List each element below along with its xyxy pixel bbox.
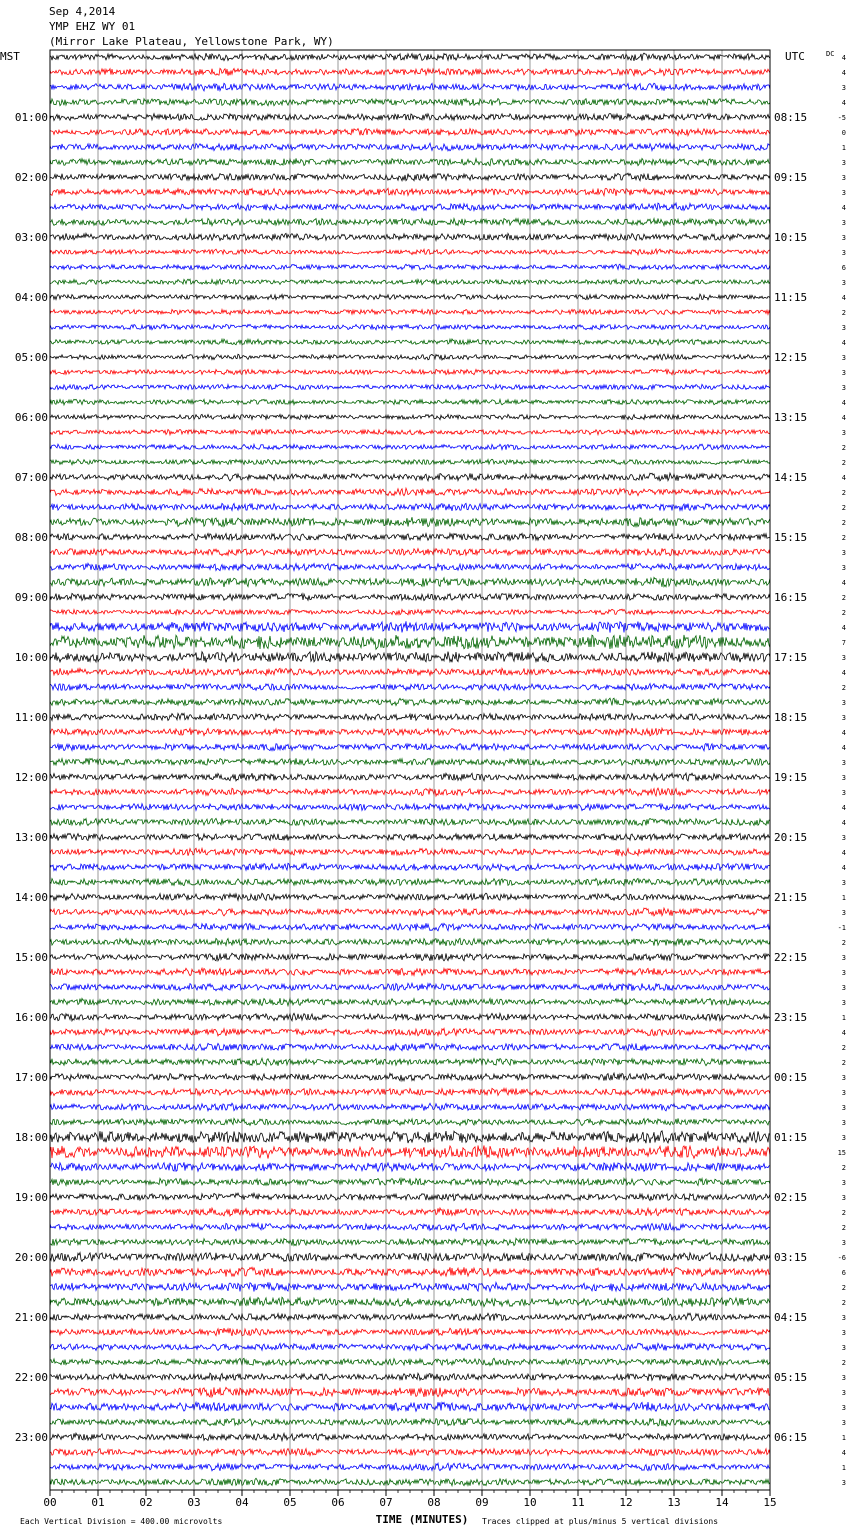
dc-offset-label: 3 bbox=[841, 1344, 846, 1352]
dc-offset-label: 2 bbox=[841, 504, 846, 512]
seismogram-trace bbox=[50, 459, 770, 464]
dc-offset-label: 2 bbox=[841, 489, 846, 497]
seismogram-trace bbox=[50, 635, 770, 649]
utc-hour-label: 05:15 bbox=[774, 1371, 808, 1384]
seismogram-trace bbox=[50, 1193, 770, 1201]
x-tick-label: 14 bbox=[715, 1496, 729, 1509]
mst-hour-label: 19:00 bbox=[14, 1191, 48, 1204]
dc-offset-label: 3 bbox=[841, 159, 846, 167]
seismogram-trace bbox=[50, 279, 770, 285]
dc-offset-label: 3 bbox=[841, 1329, 846, 1337]
dc-offset-label: 4 bbox=[841, 804, 846, 812]
utc-hour-label: 08:15 bbox=[774, 111, 808, 124]
dc-offset-label: 2 bbox=[841, 444, 846, 452]
seismogram-trace bbox=[50, 908, 770, 916]
seismogram-trace bbox=[50, 1463, 770, 1471]
seismogram-trace bbox=[50, 893, 770, 900]
utc-hour-label: 04:15 bbox=[774, 1311, 808, 1324]
seismogram-trace bbox=[50, 923, 770, 931]
utc-hour-label: 18:15 bbox=[774, 711, 808, 724]
utc-hour-label: 19:15 bbox=[774, 771, 808, 784]
seismogram-trace bbox=[50, 953, 770, 961]
seismogram-trace bbox=[50, 1387, 770, 1397]
seismogram-trace bbox=[50, 1238, 770, 1245]
dc-offset-label: 3 bbox=[841, 1179, 846, 1187]
x-tick-label: 07 bbox=[379, 1496, 393, 1509]
dc-offset-label: 3 bbox=[841, 699, 846, 707]
utc-hour-label: 06:15 bbox=[774, 1431, 808, 1444]
dc-offset-label: 4 bbox=[841, 669, 846, 677]
x-tick-label: 15 bbox=[763, 1496, 777, 1509]
dc-offset-label: 3 bbox=[841, 984, 846, 992]
utc-hour-label: 10:15 bbox=[774, 231, 808, 244]
x-tick-label: 09 bbox=[475, 1496, 489, 1509]
dc-offset-label: 4 bbox=[841, 474, 846, 482]
seismogram-trace bbox=[50, 1178, 770, 1185]
seismogram-trace bbox=[50, 294, 770, 300]
dc-offset-label: 3 bbox=[841, 1089, 846, 1097]
seismogram-trace bbox=[50, 713, 770, 720]
mst-hour-label: 10:00 bbox=[14, 651, 48, 664]
seismogram-trace bbox=[50, 1328, 770, 1336]
footer-clip-note: Traces clipped at plus/minus 5 vertical divisions bbox=[482, 1517, 719, 1526]
seismogram-trace bbox=[50, 1418, 770, 1426]
seismogram-trace bbox=[50, 698, 770, 705]
seismogram-trace bbox=[50, 593, 770, 600]
utc-hour-label: 12:15 bbox=[774, 351, 808, 364]
seismogram-trace bbox=[50, 1223, 770, 1231]
dc-offset-label: 3 bbox=[841, 234, 846, 242]
dc-offset-label: 3 bbox=[841, 1074, 846, 1082]
dc-offset-label: 3 bbox=[841, 1239, 846, 1247]
dc-offset-label: 3 bbox=[841, 564, 846, 572]
dc-offset-label: 3 bbox=[841, 354, 846, 362]
seismogram-trace bbox=[50, 129, 770, 136]
mst-axis-label: MST bbox=[0, 50, 20, 63]
x-tick-label: 00 bbox=[43, 1496, 57, 1509]
dc-offset-label: 3 bbox=[841, 909, 846, 917]
seismogram-trace bbox=[50, 68, 770, 75]
dc-offset-label: 3 bbox=[841, 174, 846, 182]
dc-offset-label: 4 bbox=[841, 1449, 846, 1457]
seismogram-trace bbox=[50, 1253, 770, 1262]
seismogram-trace bbox=[50, 369, 770, 374]
x-tick-label: 10 bbox=[523, 1496, 537, 1509]
utc-hour-label: 01:15 bbox=[774, 1131, 808, 1144]
dc-offset-label: 3 bbox=[841, 384, 846, 392]
seismogram-trace bbox=[50, 652, 770, 663]
dc-offset-label: 2 bbox=[841, 609, 846, 617]
utc-hour-label: 09:15 bbox=[774, 171, 808, 184]
seismogram-trace bbox=[50, 818, 770, 825]
dc-offset-label: 3 bbox=[841, 1374, 846, 1382]
x-tick-label: 12 bbox=[619, 1496, 633, 1509]
dc-offset-label: 3 bbox=[841, 429, 846, 437]
mst-hour-label: 16:00 bbox=[14, 1011, 48, 1024]
dc-offset-label: 4 bbox=[841, 864, 846, 872]
x-tick-label: 04 bbox=[235, 1496, 249, 1509]
seismogram-trace bbox=[50, 758, 770, 765]
seismogram-trace bbox=[50, 384, 770, 390]
dc-offset-label: 3 bbox=[841, 189, 846, 197]
dc-offset-label: 3 bbox=[841, 1134, 846, 1142]
seismogram-trace bbox=[50, 83, 770, 91]
dc-offset-label: 4 bbox=[841, 54, 846, 62]
plot-date: Sep 4,2014 bbox=[49, 5, 116, 18]
dc-offset-label: 3 bbox=[841, 774, 846, 782]
dc-offset-label: 2 bbox=[841, 939, 846, 947]
dc-offset-label: 4 bbox=[841, 204, 846, 212]
dc-offset-label: 4 bbox=[841, 1029, 846, 1037]
utc-hour-label: 22:15 bbox=[774, 951, 808, 964]
dc-offset-label: 3 bbox=[841, 249, 846, 257]
mst-hour-label: 20:00 bbox=[14, 1251, 48, 1264]
dc-offset-label: 2 bbox=[841, 1059, 846, 1067]
dc-offset-label: 1 bbox=[841, 1464, 846, 1472]
x-tick-label: 11 bbox=[571, 1496, 585, 1509]
mst-hour-label: 23:00 bbox=[14, 1431, 48, 1444]
dc-offset-label: 4 bbox=[841, 819, 846, 827]
dc-offset-label: 4 bbox=[841, 729, 846, 737]
mst-hour-label: 02:00 bbox=[14, 171, 48, 184]
seismogram-trace bbox=[50, 1358, 770, 1365]
dc-offset-label: 3 bbox=[841, 1479, 846, 1487]
utc-hour-label: 17:15 bbox=[774, 651, 808, 664]
dc-offset-labels bbox=[838, 54, 846, 1487]
seismogram-trace bbox=[50, 804, 770, 811]
seismogram-trace bbox=[50, 488, 770, 496]
mst-hour-label: 06:00 bbox=[14, 411, 48, 424]
dc-offset-label: 3 bbox=[841, 324, 846, 332]
dc-offset-label: 2 bbox=[841, 684, 846, 692]
seismogram-trace bbox=[50, 517, 770, 526]
seismogram-trace bbox=[50, 158, 770, 165]
seismogram-trace bbox=[50, 1449, 770, 1456]
mst-hour-label: 01:00 bbox=[14, 111, 48, 124]
seismogram-trace bbox=[50, 1267, 770, 1276]
seismogram-trace bbox=[50, 339, 770, 345]
dc-offset-label: 1 bbox=[841, 1014, 846, 1022]
dc-offset-label: -1 bbox=[837, 924, 846, 932]
dc-offset-label: 2 bbox=[841, 594, 846, 602]
utc-hour-label: 00:15 bbox=[774, 1071, 808, 1084]
seismogram-trace bbox=[50, 503, 770, 511]
dc-offset-label: -5 bbox=[837, 114, 846, 122]
dc-offset-label: 0 bbox=[841, 129, 846, 137]
dc-offset-label: 4 bbox=[841, 339, 846, 347]
dc-offset-label: 3 bbox=[841, 654, 846, 662]
x-tick-label: 13 bbox=[667, 1496, 681, 1509]
seismogram-trace bbox=[50, 848, 770, 855]
dc-offset-label: 2 bbox=[841, 1164, 846, 1172]
dc-offset-label: 2 bbox=[841, 1209, 846, 1217]
seismogram-trace bbox=[50, 683, 770, 690]
x-tick-label: 03 bbox=[187, 1496, 201, 1509]
mst-hour-label: 07:00 bbox=[14, 471, 48, 484]
seismogram-trace bbox=[50, 983, 770, 991]
seismogram-trace bbox=[50, 1162, 770, 1171]
seismogram-trace bbox=[50, 743, 770, 751]
footer-scale-note: Each Vertical Division = 400.00 microvolts bbox=[20, 1517, 223, 1526]
dc-offset-label: 3 bbox=[841, 1419, 846, 1427]
seismogram-trace bbox=[50, 1343, 770, 1350]
seismogram-trace bbox=[50, 1313, 770, 1320]
dc-offset-label: 2 bbox=[841, 534, 846, 542]
mst-hour-label: 14:00 bbox=[14, 891, 48, 904]
dc-offset-label: 7 bbox=[841, 639, 846, 647]
seismogram-trace bbox=[50, 249, 770, 255]
seismogram-traces bbox=[50, 53, 770, 1486]
x-tick-label: 01 bbox=[91, 1496, 105, 1509]
utc-hour-label: 21:15 bbox=[774, 891, 808, 904]
dc-offset-label: 3 bbox=[841, 1194, 846, 1202]
mst-hour-labels bbox=[15, 111, 48, 1444]
utc-hour-labels bbox=[774, 111, 807, 1444]
dc-offset-label: 3 bbox=[841, 1389, 846, 1397]
seismogram-trace bbox=[50, 113, 770, 120]
seismogram-trace bbox=[50, 309, 770, 314]
seismogram-trace bbox=[50, 621, 770, 632]
seismogram-trace bbox=[50, 1013, 770, 1021]
mst-hour-label: 08:00 bbox=[14, 531, 48, 544]
seismogram-trace bbox=[50, 264, 770, 270]
seismogram-trace bbox=[50, 414, 770, 419]
x-tick-label: 06 bbox=[331, 1496, 345, 1509]
seismogram-trace bbox=[50, 1208, 770, 1216]
dc-offset-label: 3 bbox=[841, 1404, 846, 1412]
seismogram-trace bbox=[50, 1433, 770, 1441]
mst-hour-label: 09:00 bbox=[14, 591, 48, 604]
seismogram-trace bbox=[50, 473, 770, 481]
seismogram-trace bbox=[50, 548, 770, 555]
utc-hour-label: 20:15 bbox=[774, 831, 808, 844]
seismogram-trace bbox=[50, 1373, 770, 1381]
seismogram-trace bbox=[50, 1478, 770, 1485]
dc-offset-label: 3 bbox=[841, 789, 846, 797]
seismogram-trace bbox=[50, 1058, 770, 1066]
dc-offset-label: 4 bbox=[841, 294, 846, 302]
seismogram-trace bbox=[50, 1131, 770, 1143]
dc-offset-label: 1 bbox=[841, 1434, 846, 1442]
seismogram-trace bbox=[50, 1073, 770, 1081]
seismogram-trace bbox=[50, 728, 770, 736]
seismogram-trace bbox=[50, 188, 770, 196]
dc-offset-label: -6 bbox=[837, 1254, 846, 1262]
seismogram-trace bbox=[50, 609, 770, 615]
seismogram-trace bbox=[50, 1118, 770, 1125]
dc-offset-label: 4 bbox=[841, 744, 846, 752]
seismogram-trace bbox=[50, 968, 770, 975]
mst-hour-label: 11:00 bbox=[14, 711, 48, 724]
mst-hour-label: 21:00 bbox=[14, 1311, 48, 1324]
seismogram-trace bbox=[50, 879, 770, 886]
mst-hour-label: 13:00 bbox=[14, 831, 48, 844]
dc-offset-label: 2 bbox=[841, 1299, 846, 1307]
utc-hour-label: 14:15 bbox=[774, 471, 808, 484]
x-tick-label: 05 bbox=[283, 1496, 297, 1509]
dc-offset-label: 3 bbox=[841, 759, 846, 767]
dc-offset-label: 3 bbox=[841, 84, 846, 92]
seismogram-trace bbox=[50, 563, 770, 570]
seismogram-trace bbox=[50, 429, 770, 434]
seismogram-trace bbox=[50, 173, 770, 181]
dc-offset-label: 3 bbox=[841, 549, 846, 557]
x-axis-ticks bbox=[43, 1490, 776, 1509]
x-tick-label: 08 bbox=[427, 1496, 441, 1509]
seismogram-trace bbox=[50, 218, 770, 225]
dc-offset-label: 3 bbox=[841, 279, 846, 287]
utc-hour-label: 23:15 bbox=[774, 1011, 808, 1024]
seismogram-trace bbox=[50, 1088, 770, 1095]
utc-axis-label: UTC bbox=[785, 50, 805, 63]
utc-hour-label: 16:15 bbox=[774, 591, 808, 604]
dc-offset-label: 4 bbox=[841, 399, 846, 407]
station-location: (Mirror Lake Plateau, Yellowstone Park, WY) bbox=[49, 35, 334, 48]
seismogram-trace bbox=[50, 533, 770, 540]
dc-offset-label: 3 bbox=[841, 714, 846, 722]
mst-hour-label: 15:00 bbox=[14, 951, 48, 964]
plot-frame bbox=[50, 50, 770, 1490]
seismogram-trace bbox=[50, 1103, 770, 1111]
dc-offset-label: 4 bbox=[841, 579, 846, 587]
seismogram-trace bbox=[50, 143, 770, 151]
seismogram-trace bbox=[50, 1028, 770, 1036]
seismogram-trace bbox=[50, 1043, 770, 1051]
dc-offset-label: 2 bbox=[841, 1284, 846, 1292]
dc-offset-label: 3 bbox=[841, 219, 846, 227]
dc-offset-label: 3 bbox=[841, 969, 846, 977]
utc-hour-label: 15:15 bbox=[774, 531, 808, 544]
dc-offset-label: 3 bbox=[841, 999, 846, 1007]
seismogram-trace bbox=[50, 668, 770, 675]
seismogram-trace bbox=[50, 998, 770, 1006]
dc-offset-label: 2 bbox=[841, 1044, 846, 1052]
dc-offset-label: 2 bbox=[841, 459, 846, 467]
mst-hour-label: 04:00 bbox=[14, 291, 48, 304]
dc-offset-label: 2 bbox=[841, 309, 846, 317]
dc-offset-label: 3 bbox=[841, 1314, 846, 1322]
seismogram-trace bbox=[50, 1297, 770, 1306]
dc-offset-label: 3 bbox=[841, 369, 846, 377]
seismogram-trace bbox=[50, 354, 770, 360]
dc-offset-label: 1 bbox=[841, 144, 846, 152]
dc-column-label: DC bbox=[826, 50, 835, 58]
dc-offset-label: 1 bbox=[841, 894, 846, 902]
utc-hour-label: 03:15 bbox=[774, 1251, 808, 1264]
dc-offset-label: 2 bbox=[841, 519, 846, 527]
seismogram-trace bbox=[50, 203, 770, 210]
mst-hour-label: 18:00 bbox=[14, 1131, 48, 1144]
station-id: YMP EHZ WY 01 bbox=[49, 20, 136, 33]
utc-hour-label: 02:15 bbox=[774, 1191, 808, 1204]
mst-hour-label: 03:00 bbox=[14, 231, 48, 244]
seismogram-trace bbox=[50, 863, 770, 870]
dc-offset-label: 2 bbox=[841, 1359, 846, 1367]
seismogram-trace bbox=[50, 1402, 770, 1411]
seismogram-trace bbox=[50, 577, 770, 587]
seismogram-trace bbox=[50, 788, 770, 796]
dc-offset-label: 4 bbox=[841, 849, 846, 857]
dc-offset-label: 2 bbox=[841, 1224, 846, 1232]
dc-offset-label: 6 bbox=[841, 1269, 846, 1277]
seismogram-trace bbox=[50, 938, 770, 946]
seismogram-trace bbox=[50, 444, 770, 450]
utc-hour-label: 13:15 bbox=[774, 411, 808, 424]
dc-offset-label: 4 bbox=[841, 414, 846, 422]
dc-offset-label: 4 bbox=[841, 624, 846, 632]
seismogram-trace bbox=[50, 233, 770, 240]
dc-offset-label: 15 bbox=[837, 1149, 846, 1157]
mst-hour-label: 12:00 bbox=[14, 771, 48, 784]
dc-offset-label: 3 bbox=[841, 954, 846, 962]
seismogram-trace bbox=[50, 1282, 770, 1291]
dc-offset-label: 6 bbox=[841, 264, 846, 272]
seismogram-trace bbox=[50, 1145, 770, 1158]
dc-offset-label: 3 bbox=[841, 879, 846, 887]
mst-hour-label: 22:00 bbox=[14, 1371, 48, 1384]
utc-hour-label: 11:15 bbox=[774, 291, 808, 304]
dc-offset-label: 4 bbox=[841, 69, 846, 77]
dc-offset-label: 3 bbox=[841, 1104, 846, 1112]
mst-hour-label: 05:00 bbox=[14, 351, 48, 364]
seismogram-trace bbox=[50, 773, 770, 781]
seismogram-trace bbox=[50, 53, 770, 61]
dc-offset-label: 4 bbox=[841, 99, 846, 107]
seismogram-trace bbox=[50, 833, 770, 840]
dc-offset-label: 3 bbox=[841, 1119, 846, 1127]
seismogram-trace bbox=[50, 99, 770, 106]
mst-hour-label: 17:00 bbox=[14, 1071, 48, 1084]
seismogram-trace bbox=[50, 324, 770, 329]
x-tick-label: 02 bbox=[139, 1496, 153, 1509]
seismogram-trace bbox=[50, 399, 770, 405]
dc-offset-label: 3 bbox=[841, 834, 846, 842]
x-axis-title: TIME (MINUTES) bbox=[375, 1513, 469, 1526]
